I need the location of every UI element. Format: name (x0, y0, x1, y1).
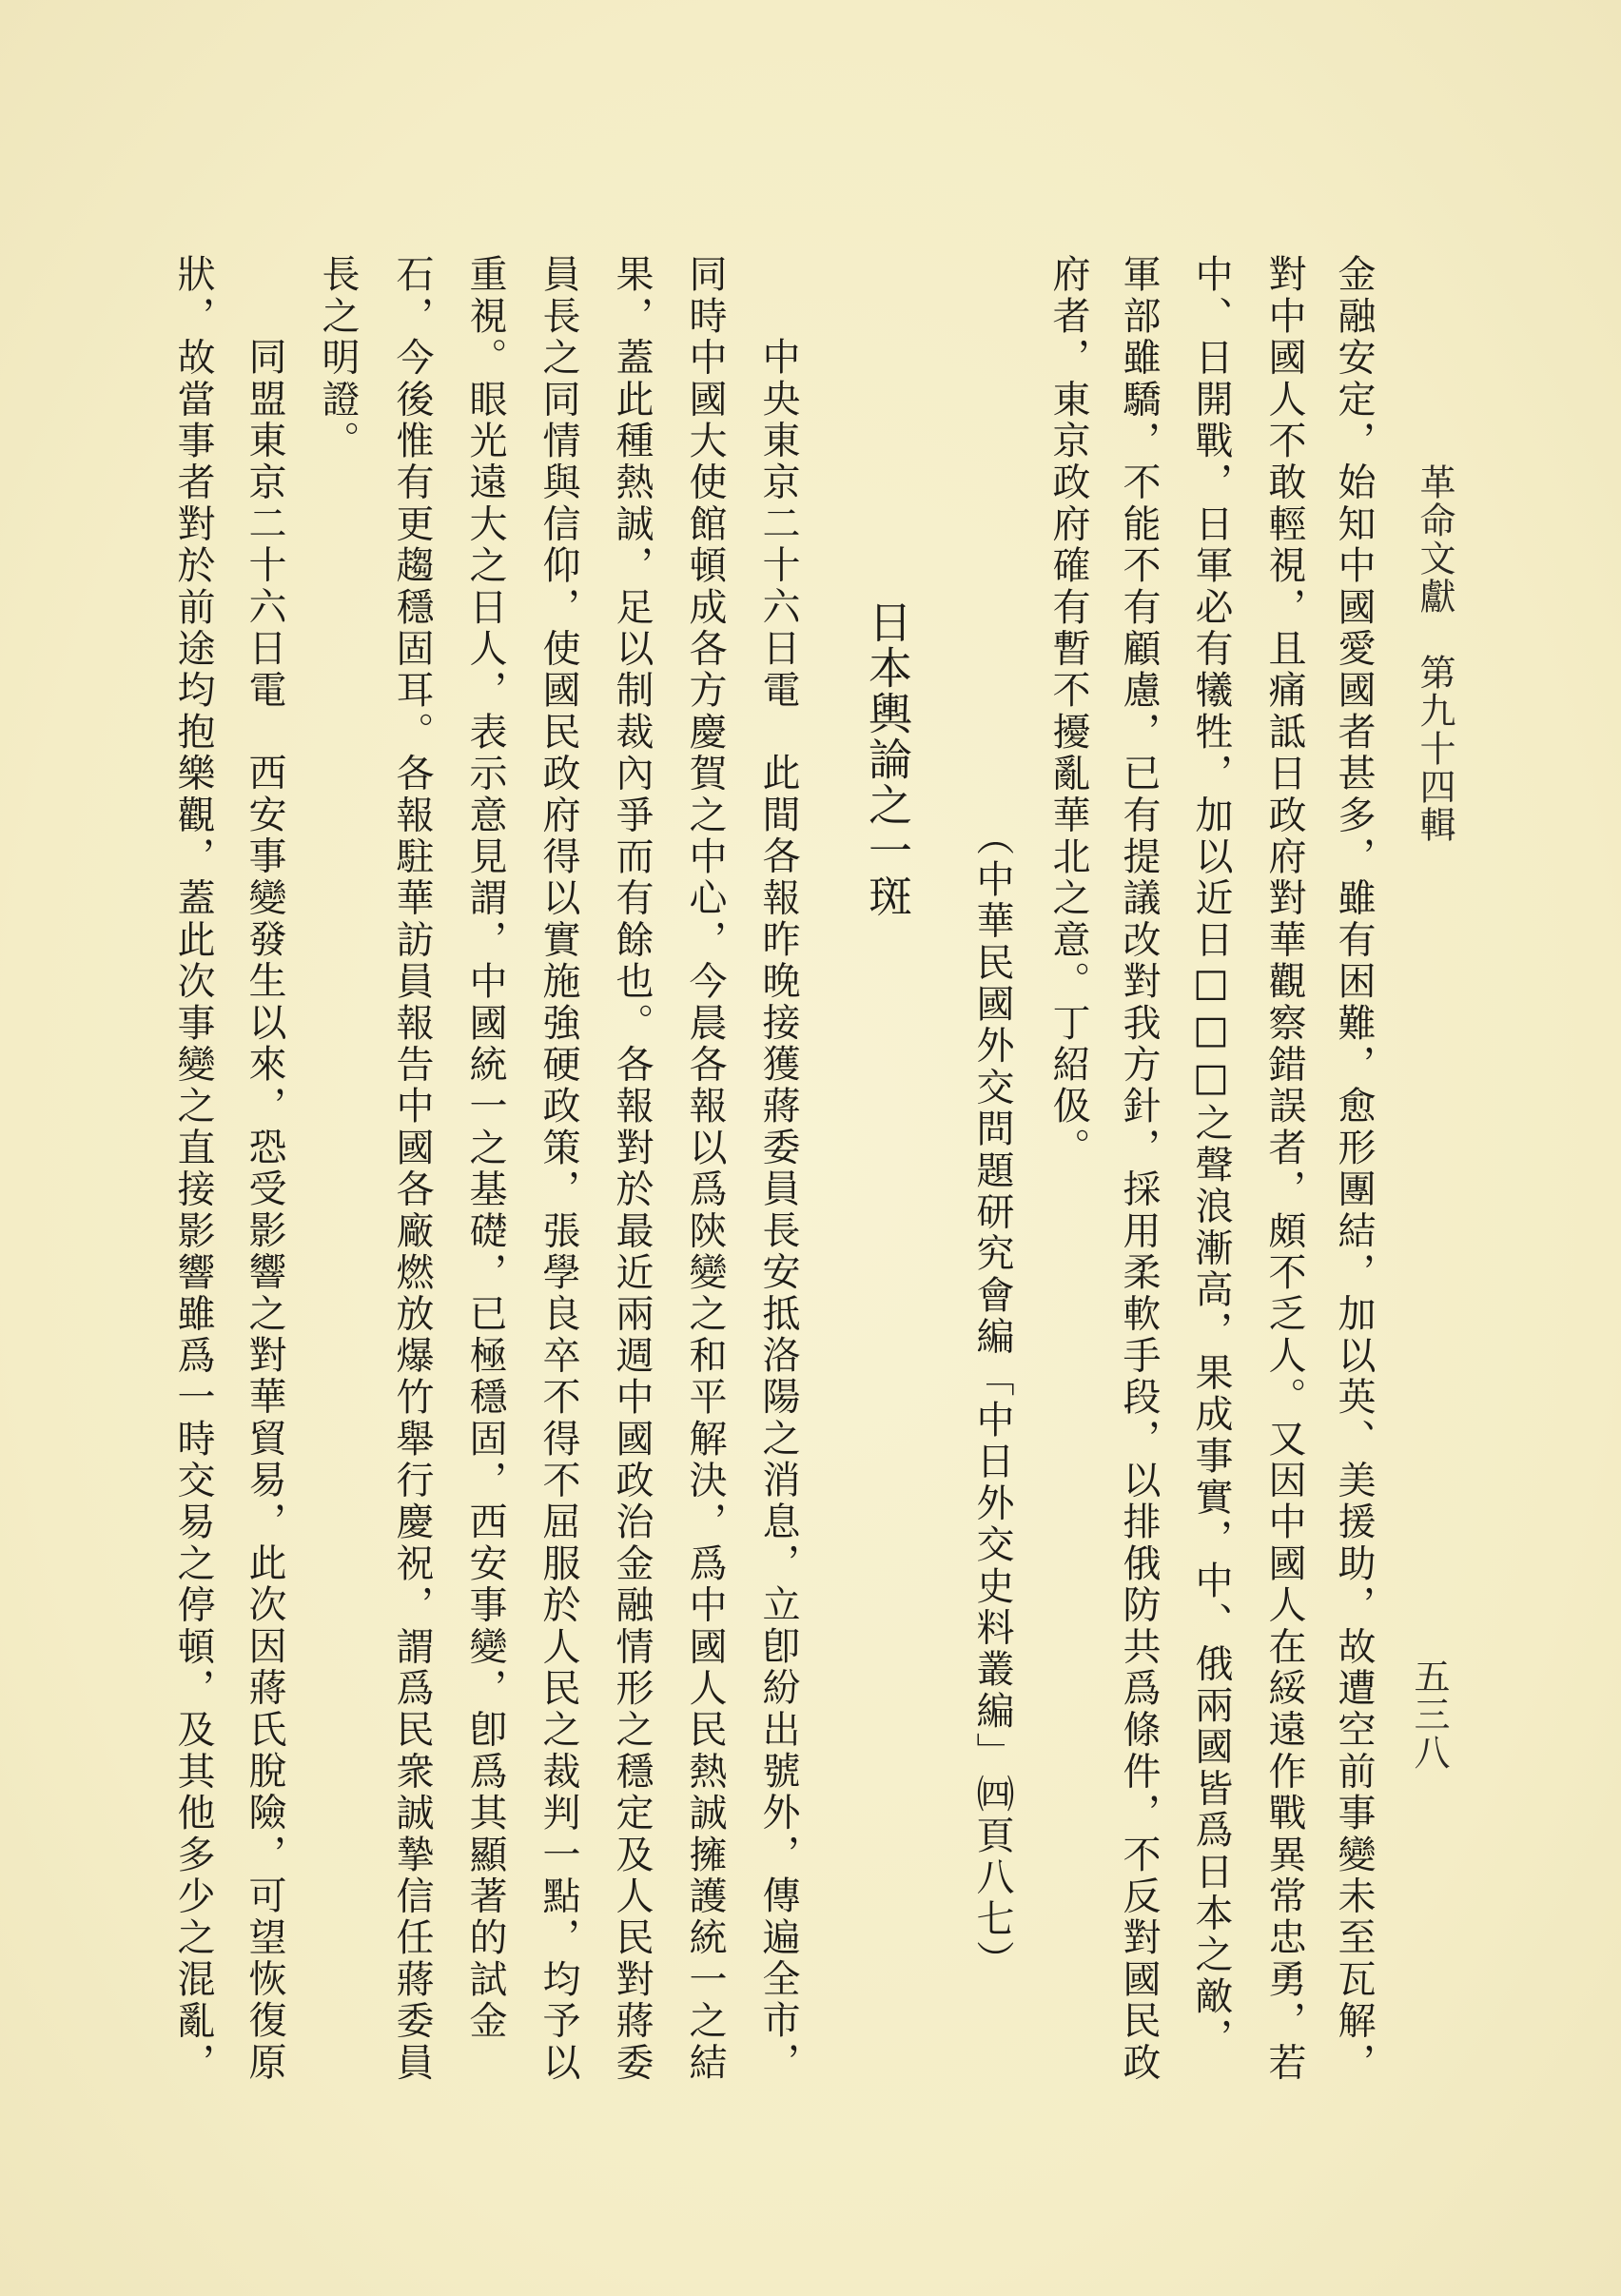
text-column: 長之明證。 (316, 254, 360, 462)
text-column: 重視。眼光遠大之日人，表示意見謂，中國統一之基礎，已極穩固，西安事變，卽爲其顯著的試金 (463, 254, 507, 2043)
section-title: 日本輿論之一斑 (862, 599, 913, 919)
text-column: 府者，東京政府確有暫不擾亂華北之意。丁紹伋。 (1046, 254, 1090, 1169)
text-column: 金融安定，始知中國愛國者甚多，雖有困難，愈形團結，加以英、美援助，故遭空前事變未至瓦解， (1332, 254, 1376, 2084)
text-column: 果，蓋此種熱誠，足以制裁內爭而有餘也。各報對於最近兩週中國政治金融情形之穩定及人民對蔣委 (610, 254, 654, 2084)
text-column: 中、日開戰，日軍必有犧牲，加以近日□□□之聲浪漸高，果成事實，中、俄兩國皆爲日本之敵， (1189, 254, 1233, 2060)
text-column: 中央東京二十六日電 此間各報昨晚接獲蔣委員長安抵洛陽之消息，立卽紛出號外，傳遍全市， (756, 337, 800, 2084)
text-column: 員長之同情與信仰，使國民政府得以實施強硬政策，張學良卒不得不屈服於人民之裁判一點，均予以 (537, 254, 580, 2084)
page-number: 五三八 (1408, 1658, 1450, 1772)
text-column: 狀，故當事者對於前途均抱樂觀，蓋此次事變之直接影響雖爲一時交易之停頓，及其他多少之混亂， (171, 254, 215, 2084)
running-header: 革命文獻 第九十四輯 (1414, 463, 1455, 844)
text-column: 同時中國大使館頓成各方慶賀之中心，今晨各報以爲陝變之和平解決，爲中國人民熱誠擁護統一之結 (683, 254, 727, 2084)
text-column: 對中國人不敢輕視，且痛詆日政府對華觀察錯誤者，頗不乏人。又因中國人在綏遠作戰異常忠勇，若 (1262, 254, 1306, 2084)
source-citation: （中華民國外交問題研究會編「中日外交史料叢編」㈣頁八七） (970, 817, 1014, 1982)
text-column: 石，今後惟有更趨穩固耳。各報駐華訪員報告中國各廠燃放爆竹舉行慶祝，謂爲民衆誠摯信任蔣委員 (390, 254, 434, 2084)
text-column: 同盟東京二十六日電 西安事變發生以來，恐受影響之對華貿易，此次因蔣氏脫險，可望恢復原 (243, 337, 286, 2084)
text-column: 軍部雖驕，不能不有顧慮，已有提議改對我方針，採用柔軟手段，以排俄防共爲條件，不反對國民政 (1117, 254, 1161, 2084)
